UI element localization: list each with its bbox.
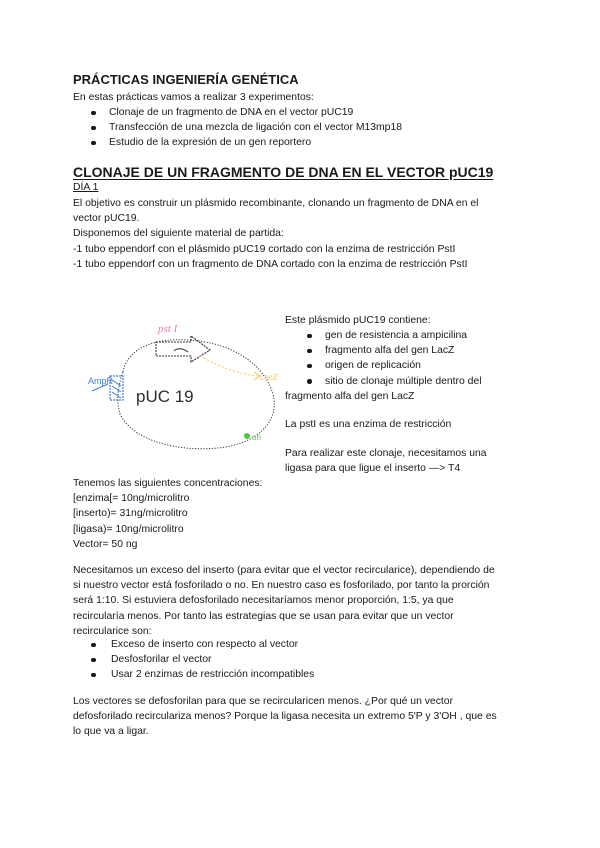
text-line: Disponemos del siguiente material de partida:: [73, 228, 284, 240]
text-line: [ligasa)= 10ng/microlitro: [73, 523, 184, 535]
concentrations-block: [73, 476, 262, 552]
day-heading: DÍA 1: [73, 182, 99, 193]
text-line: vector pUC19.: [73, 213, 140, 225]
list-item: sitio de clonaje múltiple dentro del: [285, 374, 482, 389]
lacz-label: LacZ: [260, 373, 278, 382]
text-line: El objetivo es construir un plásmido recombinante, clonando un fragmento de DNA en el: [73, 198, 479, 209]
experiment-list: [73, 105, 402, 151]
list-item: Transfección de una mezcla de ligación con el vector M13mp18: [73, 120, 402, 135]
list-item: Usar 2 enzimas de restricción incompatibles: [73, 667, 314, 682]
ligase-paragraph: [285, 446, 487, 476]
intro-text: En estas prácticas vamos a realizar 3 experimentos:: [73, 92, 314, 103]
list-item: gen de resistencia a ampicilina: [285, 328, 482, 343]
text-line: ligasa para que ligue el inserto —> T4: [285, 463, 461, 475]
text-line: [enzima[= 10ng/microlitro: [73, 493, 190, 505]
text-line: recircularice son:: [73, 625, 152, 637]
ori-dot: [244, 433, 250, 439]
pst-label: pst I: [158, 323, 178, 335]
text-line: lo que va a ligar.: [73, 726, 149, 738]
list-item: origen de replicación: [285, 358, 482, 373]
objective-paragraph: [73, 196, 478, 272]
text-line: Los vectores se defosforilan para que se recircularicen menos. ¿Por qué un vector: [73, 696, 454, 707]
plasmid-intro: Este plásmido pUC19 contiene:: [285, 315, 431, 326]
text-line: será 1:10. Si estuviera defosforilado necesitaríamos menor proporción, 1:5, ya que: [73, 595, 454, 607]
plasmid-feature-list: [285, 328, 482, 389]
list-item: Clonaje de un fragmento de DNA en el vector pUC19: [73, 105, 402, 120]
pst-note: La pstI es una enzima de restricción: [285, 419, 452, 430]
strategy-list: [73, 637, 314, 683]
plasmid-list-continuation: fragmento alfa del gen LacZ: [285, 391, 415, 402]
final-paragraph: [73, 694, 497, 740]
text-line: Vector= 50 ng: [73, 538, 138, 550]
list-item: Desfosforilar el vector: [73, 652, 314, 667]
ori-label: ori: [252, 433, 261, 442]
insert-arrow-scribble: [174, 349, 188, 352]
section-title: CLONAJE DE UN FRAGMENTO DE DNA EN EL VECTOR pUC19: [73, 164, 494, 180]
text-line: defosforilado recirculariza menos? Porque la ligasa necesita un extremo 5'P y 3'OH , que es: [73, 711, 497, 723]
text-line: recircularía menos. Por tanto las estrategias que se usan para evitar que un vector: [73, 610, 454, 622]
text-line: si nuestro vector está fosforilado o no. En nuestro caso es fosforilado, por tanto la prorción: [73, 580, 490, 592]
excess-paragraph: [73, 563, 495, 639]
text-line: -1 tubo eppendorf con el plásmido pUC19 cortado con la enzima de restricción PstI: [73, 243, 456, 255]
text-line: Tenemos las siguientes concentraciones:: [73, 478, 263, 489]
lacz-arrow: [200, 356, 258, 376]
list-item: fragmento alfa del gen LacZ: [285, 343, 482, 358]
text-line: [inserto)= 31ng/microlitro: [73, 508, 188, 520]
list-item: Estudio de la expresión de un gen reportero: [73, 135, 402, 150]
text-line: Para realizar este clonaje, necesitamos una: [285, 448, 487, 459]
list-item: Exceso de inserto con respecto al vector: [73, 637, 314, 652]
puc19-label: pUC 19: [136, 387, 194, 406]
plasmid-sketch: [88, 316, 293, 456]
page-title: PRÁCTICAS INGENIERÍA GENÉTICA: [73, 72, 299, 87]
amp-label: AmpR: [88, 376, 114, 386]
text-line: -1 tubo eppendorf con un fragmento de DNA cortado con la enzima de restricción PstI: [73, 258, 468, 270]
text-line: Necesitamos un exceso del inserto (para evitar que el vector recircularice), dependiendo de: [73, 565, 495, 576]
